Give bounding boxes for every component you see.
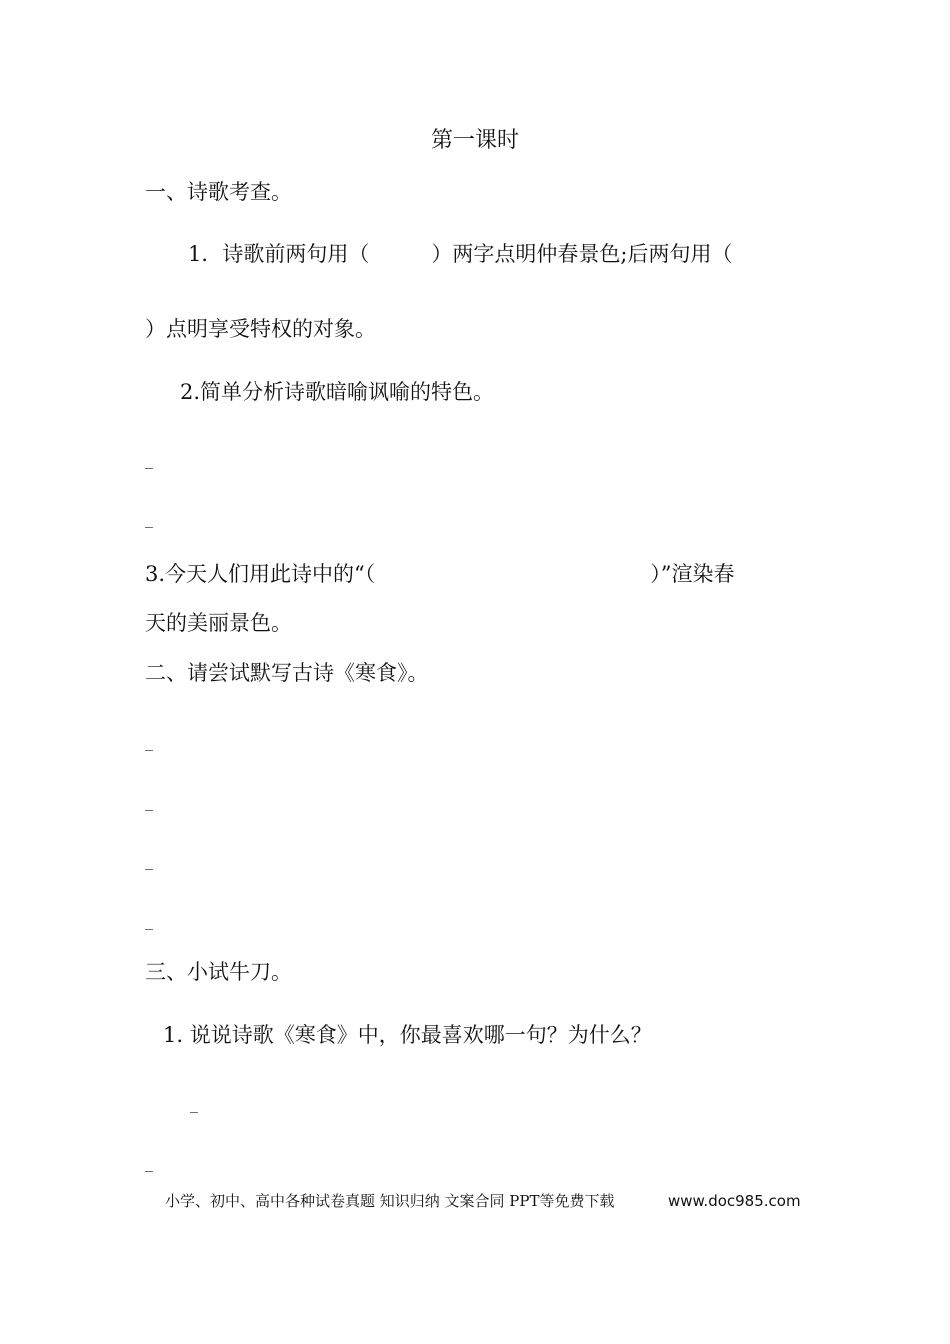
answer-line-s2-3: _ [145,851,153,870]
question-1-line-2: ）点明享受特权的对象。 [145,317,376,341]
section-3-heading: 三、小试牛刀。 [145,960,292,984]
answer-line-q2-1: _ [145,450,153,469]
answer-line-q2-2: _ [145,509,153,528]
answer-line-s2-1: _ [145,732,153,751]
q3-text-a: 3.今天人们用此诗中的“（ [145,562,376,586]
footer-url[interactable]: www.doc985.com [668,1192,801,1210]
answer-line-s3-1: _ [190,1094,198,1113]
question-2: 2.简单分析诗歌暗喻讽喻的特色。 [180,380,495,404]
q3-text-b: ）”渲染春 [650,562,735,586]
q1-text-b: ）两字点明仲春景色;后两句用（ [431,242,733,266]
footer-text: 小学、初中、高中各种试卷真题 知识归纳 文案合同 PPT等免费下载 [165,1192,615,1210]
question-3-line-1 [145,560,735,588]
section-3-question-1: 1. 说说诗歌《寒食》中，你最喜欢哪一句？为什么？ [163,1023,652,1047]
answer-line-s3-2: _ [145,1153,153,1172]
page-title: 第一课时 [430,128,519,153]
answer-line-s2-2: _ [145,792,153,811]
section-2-heading: 二、请尝试默写古诗《寒食》。 [145,661,429,685]
answer-line-s2-4: _ [145,911,153,930]
question-1-line-1 [188,240,732,268]
q1-text-a: 1．诗歌前两句用（ [188,242,370,266]
question-3-line-2: 天的美丽景色。 [145,611,292,635]
section-1-heading: 一、诗歌考查。 [145,180,292,204]
